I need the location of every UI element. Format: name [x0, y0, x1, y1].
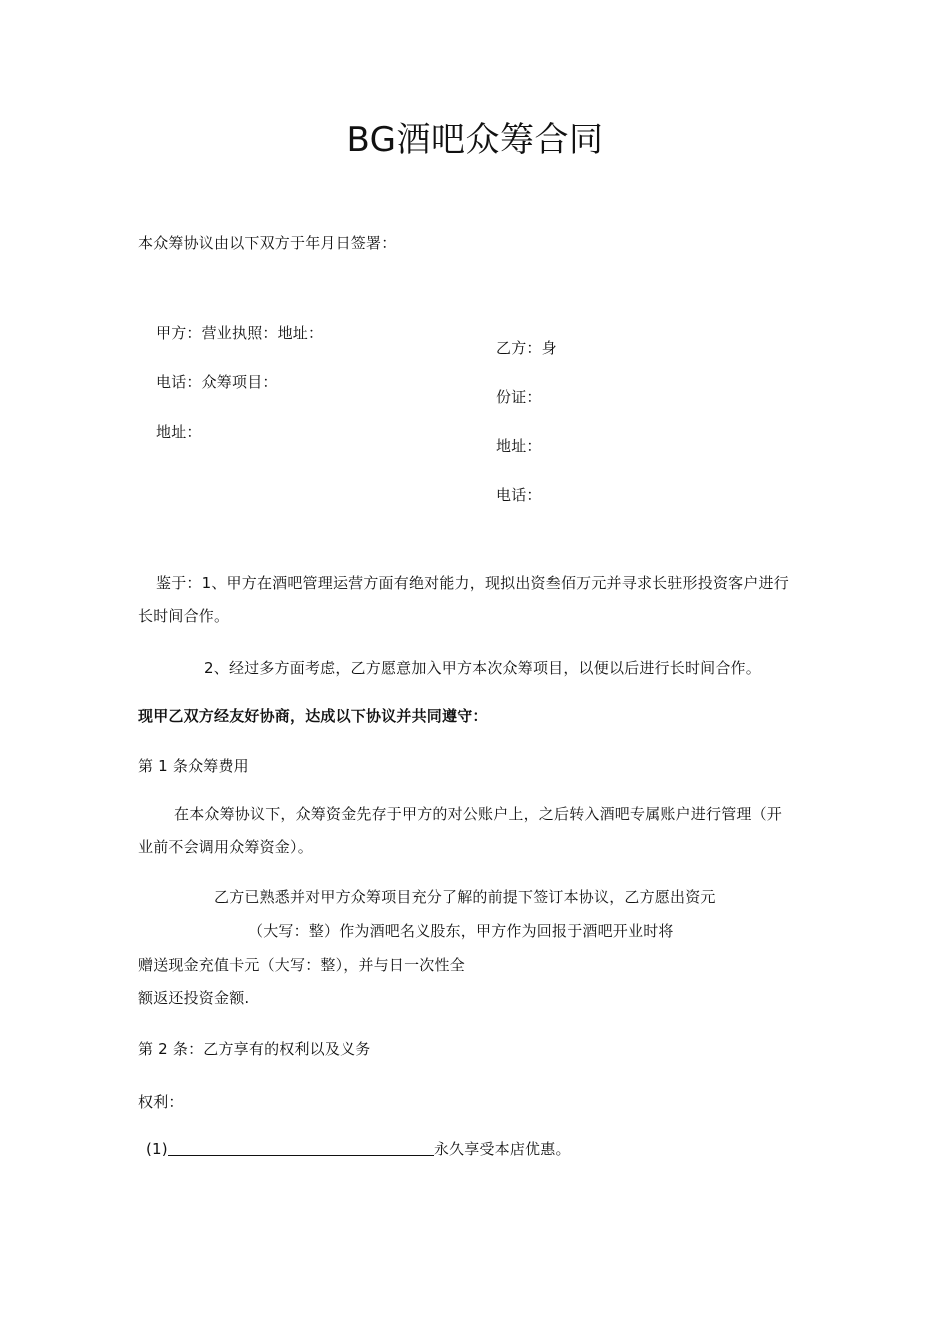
- party-b-address: 地址：: [496, 437, 542, 455]
- right-item-1-blank-line: [168, 1139, 434, 1156]
- party-a-phone-project: 电话：众筹项目：: [156, 373, 278, 391]
- agreement-statement: 现甲乙双方经友好协商，达成以下协议并共同遵守：: [138, 707, 488, 725]
- article-1-heading: 第 1 条众筹费用: [138, 757, 249, 775]
- rights-label: 权利：: [138, 1093, 184, 1111]
- right-item-1-text: 永久享受本店优惠。: [433, 1140, 571, 1158]
- whereas-item-2: 2、经过多方面考虑，乙方愿意加入甲方本次众筹项目，以便以后进行长时间合作。: [204, 659, 761, 677]
- article-2-heading: 第 2 条：乙方享有的权利以及义务: [138, 1040, 371, 1058]
- party-b-id-field: 份证：: [496, 388, 542, 406]
- intro-text: 本众筹协议由以下双方于年月日签署：: [138, 234, 397, 252]
- party-a-address: 地址：: [156, 423, 202, 441]
- right-item-1: [146, 1139, 571, 1159]
- article-1-para-2-line-1: 乙方已熟悉并对甲方众筹项目充分了解的前提下签订本协议，乙方愿出资元: [214, 888, 716, 906]
- party-b-id-label: 乙方：身: [496, 339, 557, 357]
- article-1-para-2-line-4: 额返还投资金额.: [138, 989, 250, 1007]
- article-1-para-1-line-2: 业前不会调用众筹资金）。: [138, 838, 313, 856]
- right-item-1-number: (1): [146, 1140, 168, 1158]
- article-1-para-2-line-3: 赠送现金充值卡元（大写：整），并与日一次性全: [138, 956, 465, 974]
- party-b-phone: 电话：: [496, 486, 542, 504]
- whereas-item-1-line-2: 长时间合作。: [138, 607, 230, 625]
- document-title: BG酒吧众筹合同: [346, 120, 604, 160]
- whereas-item-1-line-1: 鉴于：1、甲方在酒吧管理运营方面有绝对能力，现拟出资叁佰万元并寻求长驻形投资客户进行: [156, 574, 789, 592]
- article-1-para-1-line-1: 在本众筹协议下，众筹资金先存于甲方的对公账户上，之后转入酒吧专属账户进行管理（开: [174, 805, 783, 823]
- party-a-license-address: 甲方：营业执照：地址：: [156, 324, 324, 342]
- article-1-para-2-line-2: （大写：整）作为酒吧名义股东，甲方作为回报于酒吧开业时将: [248, 922, 674, 940]
